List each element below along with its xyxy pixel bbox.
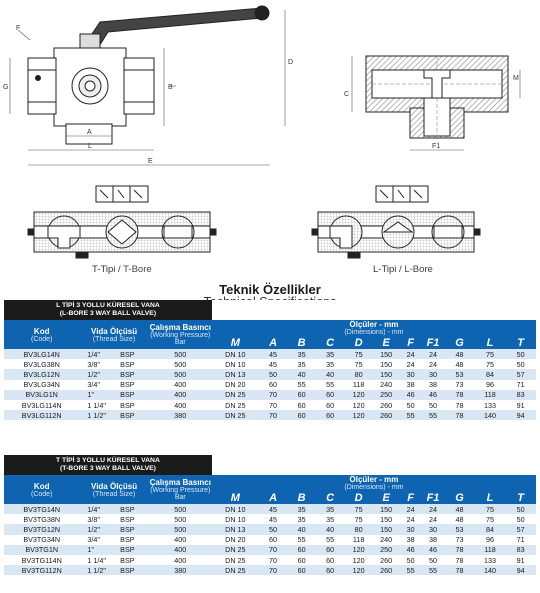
pressure-cell: 500 xyxy=(149,524,212,534)
pressure-cell: 400 xyxy=(149,555,212,565)
dimension-cell: 48 xyxy=(444,504,475,514)
dimension-cell: 60 xyxy=(316,565,345,575)
table-row xyxy=(4,524,536,534)
t-bore-spec-table xyxy=(4,455,536,575)
dimension-cell: 60 xyxy=(316,545,345,555)
table-row xyxy=(4,369,536,379)
dimension-cell: 24 xyxy=(399,349,421,359)
thread-standard-cell: BSP xyxy=(120,524,149,534)
dimension-cell: 140 xyxy=(475,410,506,420)
dimension-cell: 120 xyxy=(344,565,373,575)
thread-size-cell: 1 1/2" xyxy=(79,410,120,420)
pressure-cell: 400 xyxy=(149,545,212,555)
thread-size-cell: 1 1/2" xyxy=(79,565,120,575)
dimension-cell: 91 xyxy=(505,400,536,410)
dimension-cell: 78 xyxy=(444,555,475,565)
dimension-cell: 75 xyxy=(344,359,373,369)
dimension-cell: 38 xyxy=(422,380,444,390)
dimension-cell: 150 xyxy=(373,359,399,369)
dimension-cell: 133 xyxy=(475,555,506,565)
dimension-cell: 35 xyxy=(287,504,316,514)
dimension-cell: 80 xyxy=(344,369,373,379)
dimension-cell: 46 xyxy=(422,390,444,400)
t-bore-caption-tr: T-Tipi / xyxy=(92,264,121,275)
dimension-cell: 50 xyxy=(259,369,288,379)
dimension-cell: 60 xyxy=(287,400,316,410)
dimension-cell: 50 xyxy=(505,514,536,524)
dimension-cell: 35 xyxy=(287,359,316,369)
dimension-cell: 35 xyxy=(316,504,345,514)
dimension-cell: 84 xyxy=(475,524,506,534)
dimension-cell: 30 xyxy=(399,524,421,534)
pressure-cell: 400 xyxy=(149,390,212,400)
dimension-cell: 70 xyxy=(259,545,288,555)
front-view xyxy=(28,6,269,144)
dimension-letter-f1: F1 xyxy=(422,491,444,504)
dimension-cell: 46 xyxy=(399,390,421,400)
table-label-en: (L-BORE 3 WAY BALL VALVE) xyxy=(59,310,157,317)
pressure-cell: 400 xyxy=(149,400,212,410)
column-header-row xyxy=(4,320,536,336)
dimension-cell: 60 xyxy=(316,410,345,420)
code-cell: BV3TG114N xyxy=(4,555,79,565)
dimension-cell: DN 10 xyxy=(212,504,259,514)
dim-g: G xyxy=(3,84,9,91)
dimension-cell: 150 xyxy=(373,504,399,514)
code-cell: BV3LG34N xyxy=(4,380,79,390)
thread-standard-cell: BSP xyxy=(120,565,149,575)
dimension-cell: 60 xyxy=(316,400,345,410)
dimension-cell: 38 xyxy=(399,380,421,390)
code-cell: BV3LG14N xyxy=(4,349,79,359)
code-cell: BV3TG12N xyxy=(4,524,79,534)
dimension-cell: 75 xyxy=(475,514,506,524)
dimension-cell: 70 xyxy=(259,400,288,410)
dimension-cell: 60 xyxy=(259,380,288,390)
dim-a: A xyxy=(87,129,92,136)
dimension-letter-m: M xyxy=(212,336,259,349)
dimension-letter-a: A xyxy=(259,491,288,504)
dimension-cell: DN 25 xyxy=(212,565,259,575)
thread-size-cell: 1/2" xyxy=(79,369,120,379)
dim-e: E xyxy=(148,158,153,165)
dimension-cell: 60 xyxy=(259,535,288,545)
dimension-cell: 96 xyxy=(475,535,506,545)
table-row xyxy=(4,545,536,555)
dimension-cell: DN 25 xyxy=(212,545,259,555)
dim-f: F xyxy=(16,25,21,32)
dimension-cell: 150 xyxy=(373,514,399,524)
dimension-cell: 48 xyxy=(444,349,475,359)
dimension-cell: 250 xyxy=(373,390,399,400)
dimension-cell: 120 xyxy=(344,545,373,555)
code-cell: BV3TG1N xyxy=(4,545,79,555)
spec-title-tr: Teknik Özellikler xyxy=(219,282,321,297)
table-label xyxy=(4,300,212,320)
pressure-cell: 380 xyxy=(149,565,212,575)
code-cell: BV3TG14N xyxy=(4,504,79,514)
code-cell: BV3TG34N xyxy=(4,535,79,545)
dimension-cell: 48 xyxy=(444,514,475,524)
dimension-cell: 83 xyxy=(505,390,536,400)
dimension-letter-c: C xyxy=(316,336,345,349)
dimension-cell: 75 xyxy=(344,504,373,514)
dimension-cell: 46 xyxy=(422,545,444,555)
table-row xyxy=(4,349,536,359)
dimension-cell: 75 xyxy=(475,349,506,359)
thread-standard-cell: BSP xyxy=(120,555,149,565)
dimension-cell: 45 xyxy=(259,504,288,514)
dimension-letter-d: D xyxy=(344,336,373,349)
dimension-letter-e: E xyxy=(373,491,399,504)
table-row xyxy=(4,504,536,514)
dimension-cell: 55 xyxy=(422,410,444,420)
dimension-letter-c: C xyxy=(316,491,345,504)
column-header-row xyxy=(4,475,536,491)
pressure-header: Çalışma Basıncı (Working Pressure) Bar xyxy=(149,475,212,504)
dimension-cell: 50 xyxy=(259,524,288,534)
dimension-cell: DN 25 xyxy=(212,555,259,565)
dimension-cell: 94 xyxy=(505,565,536,575)
dimension-cell: 250 xyxy=(373,545,399,555)
dimension-cell: 260 xyxy=(373,410,399,420)
dimension-letter-f: F xyxy=(399,491,421,504)
dimension-cell: 60 xyxy=(287,555,316,565)
dimension-letter-f1: F1 xyxy=(422,336,444,349)
dimension-cell: 118 xyxy=(475,545,506,555)
dimension-cell: 60 xyxy=(287,390,316,400)
dimension-cell: 50 xyxy=(399,555,421,565)
dimension-cell: 55 xyxy=(316,380,345,390)
dimension-cell: 75 xyxy=(344,349,373,359)
dimension-cell: DN 25 xyxy=(212,410,259,420)
table-row xyxy=(4,535,536,545)
dimension-letter-g: G xyxy=(444,336,475,349)
dim-c: C xyxy=(344,91,350,98)
code-cell: BV3LG112N xyxy=(4,410,79,420)
dimension-letter-b: B xyxy=(287,336,316,349)
code-cell: BV3TG38N xyxy=(4,514,79,524)
dimension-cell: 55 xyxy=(399,410,421,420)
dimension-cell: DN 25 xyxy=(212,390,259,400)
dimension-cell: 57 xyxy=(505,524,536,534)
thread-size-cell: 3/4" xyxy=(79,535,120,545)
dimension-cell: DN 10 xyxy=(212,514,259,524)
thread-standard-cell: BSP xyxy=(120,390,149,400)
dimension-cell: DN 10 xyxy=(212,349,259,359)
dimension-cell: 150 xyxy=(373,524,399,534)
thread-standard-cell: BSP xyxy=(120,504,149,514)
dimension-letter-e: E xyxy=(373,336,399,349)
dimension-cell: 40 xyxy=(287,524,316,534)
dimension-cell: DN 13 xyxy=(212,369,259,379)
dimension-cell: 260 xyxy=(373,565,399,575)
thread-size-cell: 1" xyxy=(79,545,120,555)
dimension-cell: 45 xyxy=(259,359,288,369)
thread-standard-cell: BSP xyxy=(120,380,149,390)
l-bore-spec-table xyxy=(4,300,536,420)
dimension-cell: 60 xyxy=(287,410,316,420)
dimension-cell: 24 xyxy=(422,349,444,359)
table-row xyxy=(4,555,536,565)
dimension-cell: 118 xyxy=(344,380,373,390)
dimension-cell: 55 xyxy=(287,535,316,545)
thread-size-cell: 1/2" xyxy=(79,524,120,534)
code-cell: BV3TG112N xyxy=(4,565,79,575)
thread-size-cell: 3/8" xyxy=(79,359,120,369)
dimension-cell: 50 xyxy=(422,400,444,410)
pressure-cell: 500 xyxy=(149,349,212,359)
t-bore-schematic xyxy=(28,186,216,258)
dimension-cell: 140 xyxy=(475,565,506,575)
dimension-cell: DN 20 xyxy=(212,535,259,545)
dim-d: D xyxy=(288,59,294,66)
dimension-cell: 40 xyxy=(316,524,345,534)
table-row xyxy=(4,514,536,524)
pressure-cell: 400 xyxy=(149,380,212,390)
dimension-cell: 240 xyxy=(373,535,399,545)
pressure-cell: 400 xyxy=(149,535,212,545)
dim-b: B xyxy=(168,84,173,91)
thread-size-cell: 1" xyxy=(79,390,120,400)
dimension-cell: 35 xyxy=(287,514,316,524)
dimension-cell: 50 xyxy=(505,349,536,359)
dimension-cell: 150 xyxy=(373,349,399,359)
pressure-header: Çalışma Basıncı (Working Pressure) Bar xyxy=(149,320,212,349)
dimension-cell: 35 xyxy=(287,349,316,359)
l-bore-caption xyxy=(373,264,433,275)
dimension-cell: 118 xyxy=(344,535,373,545)
dimension-cell: 35 xyxy=(316,349,345,359)
dimension-cell: 50 xyxy=(399,400,421,410)
code-cell: BV3LG114N xyxy=(4,400,79,410)
pressure-cell: 500 xyxy=(149,514,212,524)
dimension-cell: 38 xyxy=(422,535,444,545)
dimension-cell: 120 xyxy=(344,400,373,410)
thread-header: Vida Ölçüsü (Thread Size) xyxy=(79,320,148,349)
dimension-cell: 30 xyxy=(422,369,444,379)
code-cell: BV3LG1N xyxy=(4,390,79,400)
dimension-cell: 78 xyxy=(444,545,475,555)
code-header: Kod (Code) xyxy=(4,320,79,349)
pressure-cell: 500 xyxy=(149,359,212,369)
l-bore-caption-en: L-Bore xyxy=(404,264,433,275)
dimension-cell: 24 xyxy=(399,359,421,369)
dimension-cell: 133 xyxy=(475,400,506,410)
dimension-letter-t: T xyxy=(505,491,536,504)
dimension-cell: 120 xyxy=(344,555,373,565)
thread-standard-cell: BSP xyxy=(120,359,149,369)
dimension-cell: 96 xyxy=(475,380,506,390)
dimension-cell: 150 xyxy=(373,369,399,379)
dimension-cell: 84 xyxy=(475,369,506,379)
thread-size-cell: 1 1/4" xyxy=(79,400,120,410)
dimension-cell: 35 xyxy=(316,359,345,369)
dimension-cell: 75 xyxy=(475,504,506,514)
dimension-cell: 30 xyxy=(399,369,421,379)
dimension-cell: 48 xyxy=(444,359,475,369)
dimension-letter-b: B xyxy=(287,491,316,504)
dimension-cell: 60 xyxy=(316,555,345,565)
dimension-cell: 78 xyxy=(444,400,475,410)
t-bore-caption-en: T-Bore xyxy=(123,264,152,275)
dimension-cell: 57 xyxy=(505,369,536,379)
dimension-cell: 70 xyxy=(259,390,288,400)
dimension-cell: 60 xyxy=(316,390,345,400)
dimension-cell: 50 xyxy=(422,555,444,565)
dimension-cell: 45 xyxy=(259,514,288,524)
dimensions-header: Ölçüler - mm (Dimensions) - mm xyxy=(212,320,536,336)
dimension-cell: 73 xyxy=(444,535,475,545)
dim-l: L xyxy=(88,143,92,150)
dimension-cell: 50 xyxy=(505,359,536,369)
code-header: Kod (Code) xyxy=(4,475,79,504)
thread-standard-cell: BSP xyxy=(120,535,149,545)
dimensions-header: Ölçüler - mm (Dimensions) - mm xyxy=(212,475,536,491)
thread-size-cell: 1/4" xyxy=(79,349,120,359)
dim-m: M xyxy=(513,75,519,82)
dimension-cell: 24 xyxy=(399,514,421,524)
dimension-cell: 24 xyxy=(422,514,444,524)
dimension-cell: 78 xyxy=(444,390,475,400)
dimension-cell: 260 xyxy=(373,400,399,410)
dimension-letter-l: L xyxy=(475,491,506,504)
table-label xyxy=(4,455,212,475)
pressure-cell: 500 xyxy=(149,369,212,379)
dimension-cell: 24 xyxy=(422,359,444,369)
code-cell: BV3LG38N xyxy=(4,359,79,369)
dimension-cell: 75 xyxy=(344,514,373,524)
dimension-cell: 91 xyxy=(505,555,536,565)
dimension-cell: 78 xyxy=(444,410,475,420)
thread-standard-cell: BSP xyxy=(120,349,149,359)
dimension-cell: 24 xyxy=(399,504,421,514)
dimension-cell: 71 xyxy=(505,380,536,390)
code-cell: BV3LG12N xyxy=(4,369,79,379)
dimension-letter-m: M xyxy=(212,491,259,504)
dimension-cell: 71 xyxy=(505,535,536,545)
section-view xyxy=(366,56,508,138)
thread-size-cell: 3/4" xyxy=(79,380,120,390)
thread-size-cell: 1/4" xyxy=(79,504,120,514)
dimension-cell: 60 xyxy=(287,565,316,575)
thread-standard-cell: BSP xyxy=(120,369,149,379)
dimension-cell: 118 xyxy=(475,390,506,400)
table-row xyxy=(4,400,536,410)
valve-technical-drawing xyxy=(0,0,540,290)
table-row xyxy=(4,410,536,420)
dimension-cell: 30 xyxy=(422,524,444,534)
dimension-cell: DN 13 xyxy=(212,524,259,534)
dimension-cell: 94 xyxy=(505,410,536,420)
dimension-letter-d: D xyxy=(344,491,373,504)
table-label-en: (T-BORE 3 WAY BALL VALVE) xyxy=(59,465,156,472)
dimension-cell: 120 xyxy=(344,390,373,400)
thread-standard-cell: BSP xyxy=(120,545,149,555)
dimension-cell: 120 xyxy=(344,410,373,420)
dimension-cell: 78 xyxy=(444,565,475,575)
table-row xyxy=(4,380,536,390)
dimension-cell: 83 xyxy=(505,545,536,555)
dimension-cell: 55 xyxy=(287,380,316,390)
thread-size-cell: 1 1/4" xyxy=(79,555,120,565)
table-row xyxy=(4,565,536,575)
dimension-letter-a: A xyxy=(259,336,288,349)
dimension-cell: 70 xyxy=(259,410,288,420)
pressure-cell: 500 xyxy=(149,504,212,514)
thread-size-cell: 3/8" xyxy=(79,514,120,524)
dim-f1: F1 xyxy=(432,143,441,150)
table-label-tr: T TİPİ 3 YOLLU KÜRESEL VANA xyxy=(56,457,160,464)
thread-standard-cell: BSP xyxy=(120,514,149,524)
dimension-cell: 75 xyxy=(475,359,506,369)
dimension-letter-t: T xyxy=(505,336,536,349)
dimension-letter-g: G xyxy=(444,491,475,504)
dimension-cell: 80 xyxy=(344,524,373,534)
thread-header: Vida Ölçüsü (Thread Size) xyxy=(79,475,148,504)
dimension-cell: 55 xyxy=(422,565,444,575)
dimension-cell: 55 xyxy=(316,535,345,545)
thread-standard-cell: BSP xyxy=(120,400,149,410)
dimension-cell: 35 xyxy=(316,514,345,524)
pressure-cell: 380 xyxy=(149,410,212,420)
l-bore-caption-tr: L-Tipi / xyxy=(373,264,402,275)
dimension-cell: 40 xyxy=(316,369,345,379)
table-label-row xyxy=(4,455,536,475)
dimension-cell: 38 xyxy=(399,535,421,545)
dimension-cell: 46 xyxy=(399,545,421,555)
l-bore-schematic xyxy=(312,186,480,258)
dimension-cell: 240 xyxy=(373,380,399,390)
dimension-cell: 70 xyxy=(259,555,288,565)
dimension-cell: 70 xyxy=(259,565,288,575)
dimension-cell: 260 xyxy=(373,555,399,565)
dimension-cell: 40 xyxy=(287,369,316,379)
dimension-cell: 50 xyxy=(505,504,536,514)
dimension-cell: 55 xyxy=(399,565,421,575)
table-row xyxy=(4,359,536,369)
dimension-letter-f: F xyxy=(399,336,421,349)
dimension-letter-l: L xyxy=(475,336,506,349)
table-row xyxy=(4,390,536,400)
dimension-cell: DN 25 xyxy=(212,400,259,410)
dimension-cell: 45 xyxy=(259,349,288,359)
dimension-cell: 24 xyxy=(422,504,444,514)
thread-standard-cell: BSP xyxy=(120,410,149,420)
dimension-cell: 73 xyxy=(444,380,475,390)
dimension-cell: DN 20 xyxy=(212,380,259,390)
dimension-cell: 53 xyxy=(444,524,475,534)
table-label-tr: L TİPİ 3 YOLLU KÜRESEL VANA xyxy=(56,302,160,309)
table-label-row xyxy=(4,300,536,320)
dimension-cell: 53 xyxy=(444,369,475,379)
dimension-cell: DN 10 xyxy=(212,359,259,369)
dimension-cell: 60 xyxy=(287,545,316,555)
t-bore-caption xyxy=(92,264,152,275)
